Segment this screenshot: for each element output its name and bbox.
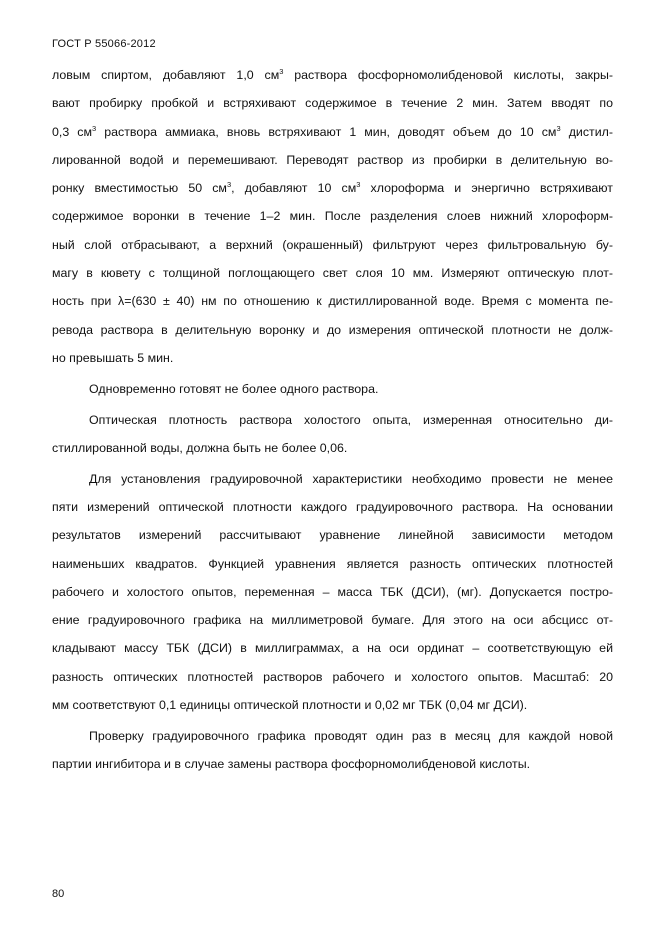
document-id: ГОСТ Р 55066-2012 bbox=[52, 38, 156, 50]
text-line bbox=[52, 118, 613, 146]
paragraph bbox=[52, 61, 613, 372]
text-segment: мм соответствуют 0,1 единицы оптической плотности и 0,02 мг ТБК (0,04 мг ДСИ). bbox=[52, 698, 528, 713]
text-line bbox=[52, 316, 613, 344]
superscript: 3 bbox=[279, 67, 284, 76]
text-segment: наименьших квадратов. Функцией уравнения является разность оптических плотностей bbox=[52, 556, 613, 571]
text-line bbox=[52, 493, 613, 521]
paragraph bbox=[52, 465, 613, 720]
text-line bbox=[52, 550, 613, 578]
text-segment: содержимое воронки в течение 1–2 мин. После разделения слоев нижний хлороформ- bbox=[52, 209, 613, 224]
paragraph bbox=[52, 406, 613, 463]
text-line bbox=[52, 174, 613, 202]
superscript: 3 bbox=[226, 180, 232, 190]
text-segment: ение градуировочного графика на миллиметровой бумаге. Для этого на оси абсцисс от- bbox=[52, 613, 613, 628]
text-line bbox=[52, 521, 613, 549]
text-line bbox=[52, 61, 613, 89]
text-line bbox=[52, 287, 613, 315]
text-segment: ревода раствора в делительную воронку и до измерения оптической плотности не долж- bbox=[52, 322, 613, 337]
text-segment: вают пробирку пробкой и встряхивают содержимое в течение 2 мин. Затем вводят по bbox=[52, 96, 613, 111]
text-segment: хлороформа и энергично встряхивают bbox=[360, 181, 613, 196]
paragraph bbox=[52, 722, 613, 779]
text-line bbox=[52, 634, 613, 662]
text-line bbox=[52, 231, 613, 259]
text-segment: ловым спиртом, добавляют 1,0 см bbox=[52, 68, 280, 82]
document-body bbox=[52, 61, 613, 778]
text-segment: ный слой отбрасывают, а верхний (окрашенный) фильтруют через фильтровальную бу- bbox=[52, 237, 613, 252]
text-line bbox=[52, 606, 613, 634]
text-line bbox=[52, 259, 613, 287]
text-line bbox=[52, 146, 613, 174]
text-segment: раствора аммиака, вновь встряхивают 1 мин, доводят объем до 10 см bbox=[96, 124, 557, 139]
text-segment: Оптическая плотность раствора холостого опыта, измеренная относительно ди- bbox=[89, 412, 613, 427]
text-line bbox=[52, 89, 613, 117]
text-line bbox=[52, 344, 613, 372]
text-segment: ность при λ=(630 ± 40) нм по отношению к дистиллированной воде. Время с момента пе- bbox=[52, 294, 613, 309]
text-line bbox=[52, 465, 613, 493]
paragraph bbox=[52, 375, 613, 403]
page-footer bbox=[52, 888, 64, 900]
text-segment: рабочего и холостого опытов, переменная – масса ТБК (ДСИ), (мг). Допускается постро- bbox=[52, 584, 613, 599]
text-line bbox=[52, 578, 613, 606]
text-line bbox=[52, 691, 613, 719]
text-line bbox=[52, 722, 613, 750]
text-segment: раствора фосфорномолибденовой кислоты, закры- bbox=[283, 68, 613, 82]
text-line bbox=[52, 202, 613, 230]
text-line bbox=[52, 434, 613, 462]
text-segment: но превышать 5 мин. bbox=[52, 350, 174, 365]
text-line bbox=[52, 406, 613, 434]
text-segment: лированной водой и перемешивают. Переводят раствор из пробирки в делительную во- bbox=[52, 152, 613, 167]
page-number: 80 bbox=[52, 888, 65, 900]
text-line bbox=[52, 750, 613, 778]
text-segment: , добавляют 10 см bbox=[231, 181, 357, 196]
superscript: 3 bbox=[556, 123, 561, 133]
text-segment: пяти измерений оптической плотности каждого градуировочного раствора. На основании bbox=[52, 499, 613, 514]
text-segment: 0,3 см bbox=[52, 124, 93, 139]
text-segment: магу в кювету с толщиной поглощающего свет слоя 10 мм. Измеряют оптическую плот- bbox=[52, 266, 613, 281]
text-line bbox=[52, 663, 613, 691]
superscript: 3 bbox=[356, 180, 361, 190]
text-segment: партии ингибитора и в случае замены раствора фосфорномолибденовой кислоты. bbox=[52, 757, 531, 772]
text-segment: разность оптических плотностей растворов рабочего и холостого опытов. Масштаб: 20 bbox=[52, 669, 613, 684]
text-segment: кладывают массу ТБК (ДСИ) в миллиграммах, а на оси ординат – соответствующую ей bbox=[52, 641, 613, 656]
text-segment: Проверку градуировочного графика проводят один раз в месяц для каждой новой bbox=[89, 728, 613, 743]
text-segment: дистил- bbox=[560, 124, 613, 139]
text-segment: Для установления градуировочной характеристики необходимо провести не менее bbox=[89, 471, 613, 486]
text-segment: стиллированной воды, должна быть не более 0,06. bbox=[52, 440, 348, 455]
text-segment: результатов измерений рассчитывают уравнение линейной зависимости методом bbox=[52, 528, 613, 543]
text-line bbox=[52, 375, 613, 403]
running-header bbox=[52, 38, 156, 50]
text-segment: Одновременно готовят не более одного раствора. bbox=[89, 381, 379, 396]
text-segment: ронку вместимостью 50 см bbox=[52, 181, 227, 196]
superscript: 3 bbox=[92, 123, 97, 133]
